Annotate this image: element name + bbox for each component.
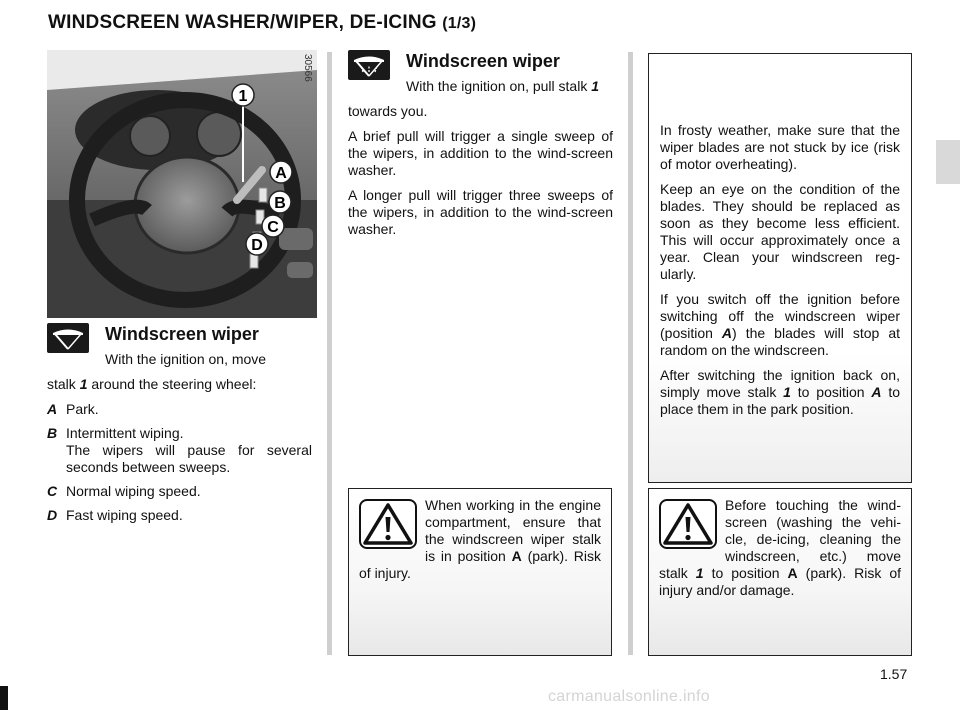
page-title-part: (1/3): [442, 15, 477, 32]
list-item: [47, 483, 312, 500]
warning-box-windscreen: [648, 488, 912, 656]
stalk-number: 1: [79, 376, 88, 392]
intro-text: With the ignition on, pull stalk 1: [406, 78, 600, 94]
callout-c: [262, 215, 284, 237]
paragraph: Keep an eye on the condition of the blades. They should be replaced as soon as they become less efficient. This will occur approximately once a year. Clean your windscreen reg-ularly.: [660, 181, 900, 282]
position-desc: Intermittent wiping. The wipers will pause for several seconds between sweeps.: [66, 425, 312, 475]
callout-d: [246, 233, 268, 255]
stalk-number: 1: [591, 78, 600, 94]
wiper-positions-section: [47, 323, 312, 531]
paragraph: If you switch off the ignition before switching off the windscreen wiper (position A) the blades will stop at random on the windscreen.: [660, 291, 900, 358]
column-divider: [327, 52, 332, 655]
position-key: A: [511, 548, 522, 564]
section-header: [348, 50, 613, 86]
section-title: Windscreen wiper: [406, 51, 560, 71]
position-key: A: [871, 384, 882, 400]
column-divider: [628, 52, 633, 655]
section-tab: [936, 140, 960, 184]
warning-triangle-icon: [359, 499, 417, 549]
page-title: [48, 12, 476, 34]
position-key: A: [47, 401, 58, 417]
callout-b-label: B: [274, 195, 286, 212]
paragraph: After switching the ignition back on, simply move stalk 1 to position A to place them in the park position.: [660, 367, 901, 417]
position-key: B: [47, 425, 58, 441]
intro-text-continued: stalk 1 around the steering wheel:: [47, 376, 257, 392]
callout-b: [269, 191, 291, 213]
stalk-number: 1: [695, 565, 704, 581]
callout-1-label: 1: [238, 88, 248, 105]
paragraph: A longer pull will trigger three sweeps of the wipers, in addition to the wind-screen washer.: [348, 187, 613, 237]
list-item: [47, 401, 312, 418]
list-item: [47, 425, 312, 476]
position-desc: Normal wiping speed.: [66, 483, 201, 499]
position-key: A: [787, 565, 798, 581]
intro-text: With the ignition on, move: [105, 351, 267, 367]
warning-text: Before touching the wind-screen (washing the vehi-cle, de-icing, cleaning the windscreen, etc.) move stalk 1 to position A (park). Risk of injury and/or damage.: [659, 497, 901, 598]
windscreen-washer-icon: [348, 50, 390, 80]
position-desc: Park.: [66, 401, 99, 417]
list-item: [47, 507, 312, 524]
intro-text-continued: towards you.: [348, 103, 428, 119]
warning-box-engine: [348, 488, 612, 656]
callout-a: [270, 161, 292, 183]
callout-d-label: D: [251, 237, 263, 254]
callout-a-label: A: [275, 165, 287, 182]
wiper-icon: [47, 323, 89, 353]
figure-reference-number: 30566: [302, 54, 313, 82]
page-number: 1.57: [880, 666, 908, 682]
position-desc: Fast wiping speed.: [66, 507, 183, 523]
steering-wheel-illustration: [47, 50, 317, 318]
washer-section: [348, 50, 613, 246]
stalk-number: 1: [783, 384, 791, 400]
position-key: D: [47, 507, 58, 523]
watermark: carmanualsonline.info: [548, 688, 710, 705]
section-title: Windscreen wiper: [105, 324, 259, 344]
steering-wheel-figure: [47, 50, 317, 318]
paragraph: A brief pull will trigger a single sweep of the wipers, in addition to the wind-screen washer.: [348, 128, 613, 178]
position-key: A: [721, 325, 733, 341]
wiper-position-list: [47, 401, 312, 524]
paragraph: In frosty weather, make sure that the wiper blades are not stuck by ice (risk of motor overheating).: [660, 122, 900, 172]
callout-1: [232, 84, 254, 106]
warning-text: When working in the engine compartment, ensure that the windscreen wiper stalk is in position A (park). Risk of injury.: [359, 497, 602, 581]
position-key: C: [47, 483, 58, 499]
corner-mark: [0, 686, 8, 710]
page-title-text: WINDSCREEN WASHER/WIPER, DE-ICING: [48, 12, 437, 33]
section-header: [47, 323, 312, 359]
callout-c-label: C: [267, 219, 279, 236]
warning-triangle-icon: [659, 499, 717, 549]
note-box: [648, 53, 912, 483]
